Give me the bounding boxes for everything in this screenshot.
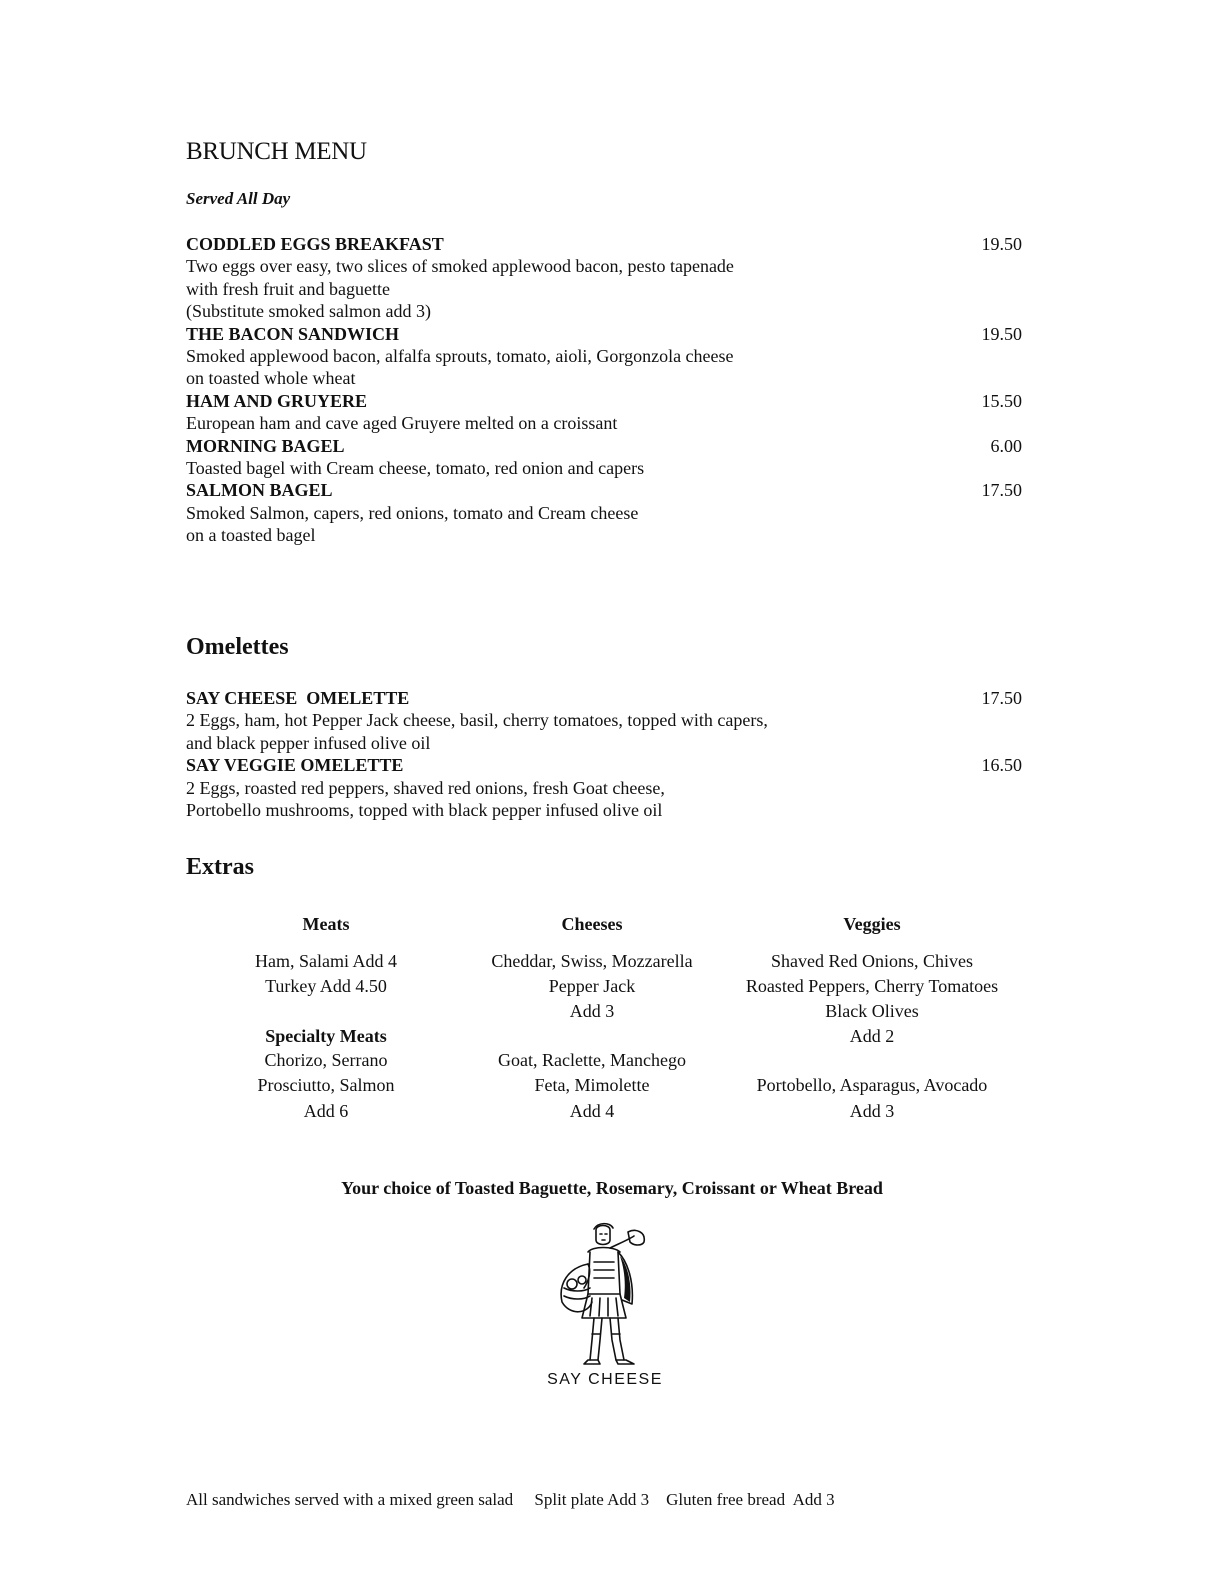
veggies-line: Portobello, Asparagus, Avocado: [756, 1075, 988, 1095]
item-name: CODDLED EGGS BREAKFAST: [186, 234, 444, 254]
item-description-line: with fresh fruit and baguette: [186, 278, 390, 299]
extras-heading: Extras: [186, 854, 254, 880]
cheeses-line: Add 3: [569, 1001, 615, 1021]
meats-line: Chorizo, Serrano: [264, 1050, 388, 1070]
cheeses-line: Cheddar, Swiss, Mozzarella: [491, 951, 693, 971]
menu-item-morning-bagel: [186, 435, 1022, 480]
meats-heading: Meats: [302, 914, 350, 934]
item-name: SAY VEGGIE OMELETTE: [186, 755, 404, 776]
item-description-line: European ham and cave aged Gruyere melted on a croissant: [186, 413, 618, 434]
item-price: 16.50: [981, 755, 1022, 776]
brunch-item-list: [186, 233, 1022, 547]
meats-line: Turkey Add 4.50: [265, 976, 387, 996]
footer-note: All sandwiches served with a mixed green salad Split plate Add 3 Gluten free bread Add 3: [186, 1490, 835, 1509]
item-price: 19.50: [981, 234, 1022, 254]
served-all-day-subtitle: Served All Day: [186, 189, 291, 208]
item-description-line: and black pepper infused olive oil: [186, 732, 431, 753]
item-price: 6.00: [990, 435, 1022, 456]
item-price: 19.50: [981, 323, 1022, 344]
item-description-line: on toasted whole wheat: [186, 368, 356, 389]
item-price: 17.50: [981, 688, 1022, 708]
cheeses-line: Goat, Raclette, Manchego: [498, 1050, 686, 1070]
menu-item-bacon-sandwich: [186, 323, 1022, 390]
item-name: MORNING BAGEL: [186, 435, 345, 456]
meats-line: Ham, Salami Add 4: [255, 951, 397, 971]
specialty-meats-heading: Specialty Meats: [265, 1026, 387, 1046]
item-description-line: Smoked Salmon, capers, red onions, tomato and Cream cheese: [186, 502, 639, 523]
item-name: SAY CHEESE OMELETTE: [186, 688, 410, 708]
bread-choice-note: Your choice of Toasted Baguette, Rosemary, Croissant or Wheat Bread: [341, 1178, 883, 1198]
veggies-line: Roasted Peppers, Cherry Tomatoes: [745, 976, 999, 996]
veggies-line: Shaved Red Onions, Chives: [771, 951, 973, 971]
item-description-line: Toasted bagel with Cream cheese, tomato, red onion and capers: [186, 458, 645, 479]
veggies-line: Add 3: [849, 1101, 895, 1121]
meats-line: Add 6: [303, 1101, 349, 1121]
veggies-line: Black Olives: [825, 1001, 919, 1021]
menu-item-coddled-eggs: [186, 233, 1022, 323]
veggies-line: Add 2: [849, 1026, 895, 1046]
cheeses-line: Add 4: [569, 1101, 615, 1121]
item-description-line: 2 Eggs, roasted red peppers, shaved red onions, fresh Goat cheese,: [186, 777, 665, 798]
logo-wordmark: SAY CHEESE: [547, 1371, 663, 1388]
item-price: 17.50: [981, 480, 1022, 501]
cheeses-line: Pepper Jack: [548, 976, 636, 996]
omelette-item-list: [186, 687, 1022, 821]
item-price: 15.50: [981, 390, 1022, 411]
veggies-heading: Veggies: [843, 914, 901, 934]
item-name: HAM AND GRUYERE: [186, 390, 368, 411]
cheeses-heading: Cheeses: [561, 914, 623, 934]
menu-item-say-cheese-omelette: [186, 687, 1022, 754]
omelettes-heading: Omelettes: [186, 634, 289, 660]
cheeses-line: Feta, Mimolette: [534, 1075, 650, 1095]
item-description-line: (Substitute smoked salmon add 3): [186, 301, 431, 322]
item-name: THE BACON SANDWICH: [186, 323, 400, 344]
cheese-vendor-logo-icon: [548, 1222, 658, 1368]
menu-item-ham-and-gruyere: [186, 390, 1022, 435]
menu-item-salmon-bagel: [186, 479, 1022, 546]
item-description-line: 2 Eggs, ham, hot Pepper Jack cheese, basil, cherry tomatoes, topped with capers,: [186, 710, 768, 731]
page-title: BRUNCH MENU: [186, 138, 367, 165]
item-description-line: Two eggs over easy, two slices of smoked applewood bacon, pesto tapenade: [186, 256, 734, 277]
menu-item-say-veggie-omelette: [186, 754, 1022, 821]
item-description-line: on a toasted bagel: [186, 525, 316, 546]
meats-line: Prosciutto, Salmon: [257, 1075, 395, 1095]
item-description-line: Portobello mushrooms, topped with black pepper infused olive oil: [186, 800, 663, 821]
item-description-line: Smoked applewood bacon, alfalfa sprouts, tomato, aioli, Gorgonzola cheese: [186, 346, 734, 367]
item-name: SALMON BAGEL: [186, 480, 333, 501]
